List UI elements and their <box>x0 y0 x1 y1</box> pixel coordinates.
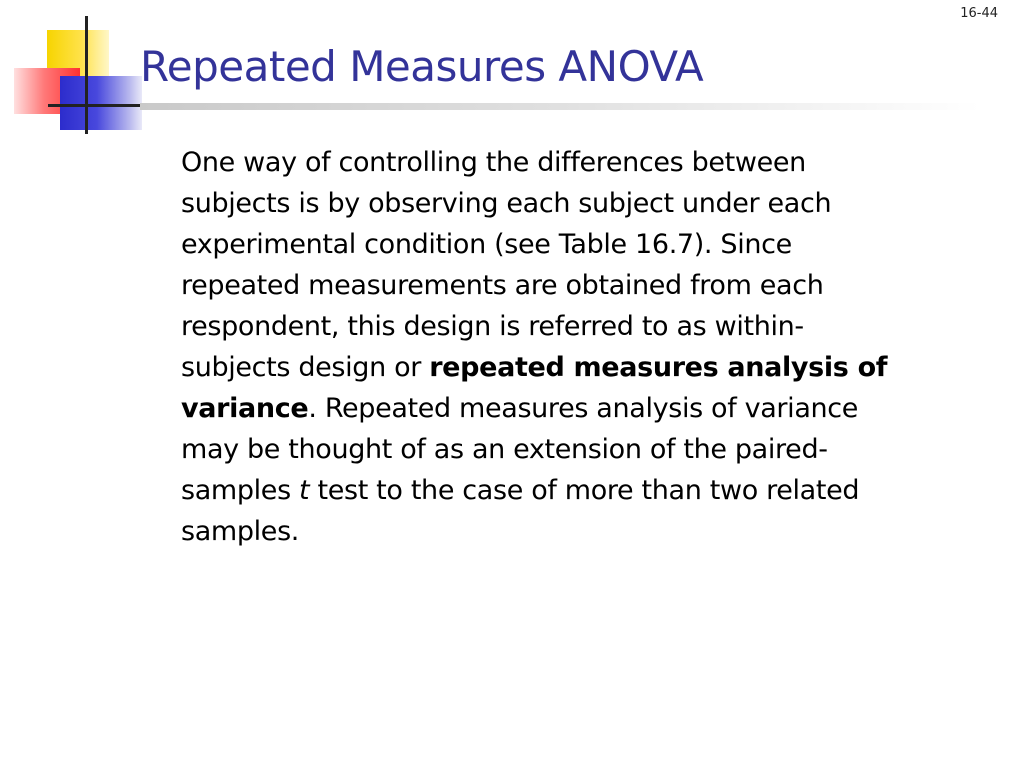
body-line-3: experimental condition (see Table 16.7). Since <box>181 229 792 260</box>
body-text-run: . Repeated measures analysis of variance <box>308 393 859 424</box>
body-line-6 <box>181 347 1011 388</box>
logo-blue-square <box>60 76 142 130</box>
body-line-9 <box>181 470 1011 511</box>
body-line-4: repeated measurements are obtained from each <box>181 270 824 301</box>
body-line-10: samples. <box>181 516 300 547</box>
body-text-run: test to the case of more than two related <box>309 475 860 506</box>
logo-vertical-line <box>85 16 88 134</box>
decorative-logo <box>0 0 150 140</box>
slide-number: 16-44 <box>960 6 998 21</box>
logo-horizontal-line <box>48 104 140 107</box>
bold-term: variance <box>181 393 309 424</box>
body-line-1: One way of controlling the differences between <box>181 147 806 178</box>
slide-title: Repeated Measures ANOVA <box>140 42 704 91</box>
body-text-run: subjects design or <box>181 352 430 383</box>
body-line-2: subjects is by observing each subject under each <box>181 188 832 219</box>
body-text-run: samples <box>181 475 300 506</box>
title-underline <box>140 103 980 110</box>
body-line-7 <box>181 388 1011 429</box>
italic-term: t <box>299 475 310 506</box>
body-line-8: may be thought of as an extension of the paired- <box>181 434 828 465</box>
body-line-5: respondent, this design is referred to as within- <box>181 311 804 342</box>
bold-term: repeated measures analysis of <box>429 352 888 383</box>
body-paragraph <box>181 142 1011 552</box>
